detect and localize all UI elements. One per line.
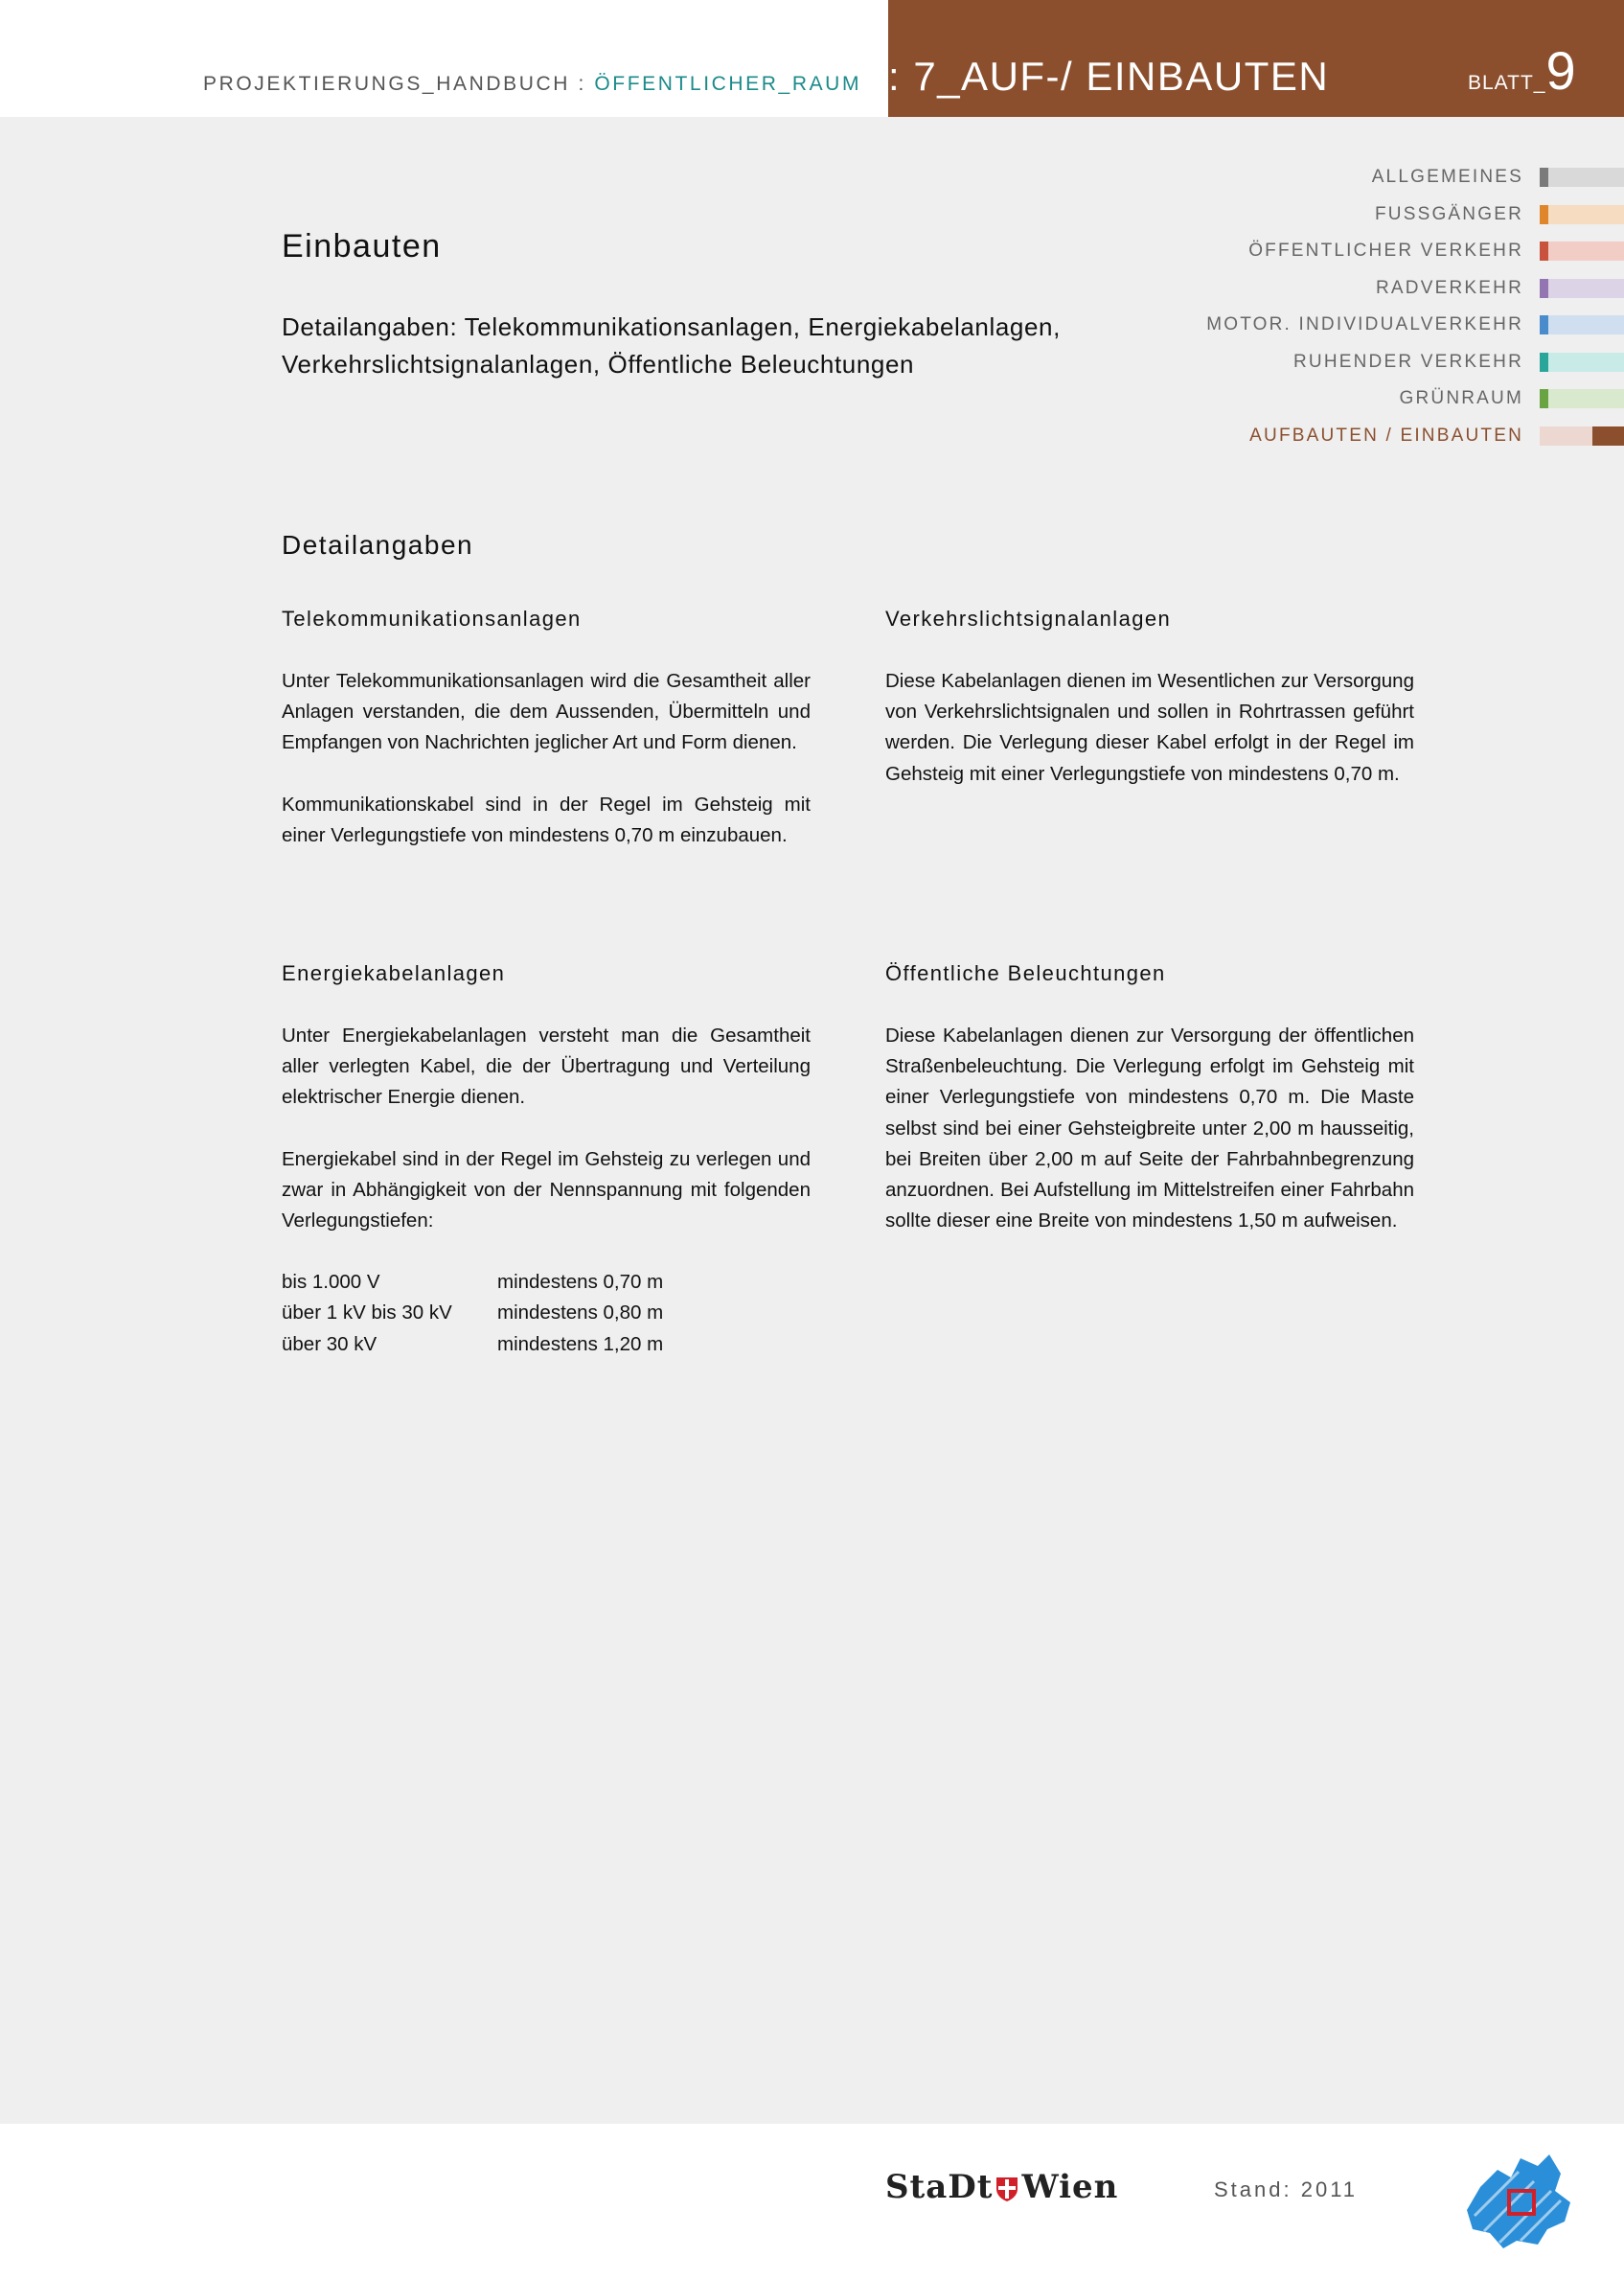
voltage-cell: bis 1.000 V	[282, 1271, 380, 1294]
energie-heading: Energiekabelanlagen	[282, 961, 506, 985]
nav-active-indicator	[1592, 426, 1624, 446]
nav-color-bar	[1548, 315, 1624, 334]
breadcrumb	[203, 73, 861, 96]
voltage-cell: über 1 kV bis 30 kV	[282, 1301, 452, 1324]
page-title: Einbauten	[282, 228, 442, 265]
depth-cell: mindestens 1,20 m	[497, 1332, 664, 1355]
nav-item-label: RUHENDER VERKEHR	[1292, 351, 1523, 372]
sheet-label: BLATT_	[1468, 72, 1546, 94]
nav-item-gruenraum[interactable]	[1126, 384, 1624, 422]
nav-item-label: MOTOR. INDIVIDUALVERKEHR	[1206, 314, 1523, 334]
nav-color-mark	[1540, 279, 1548, 298]
footer	[0, 2124, 1624, 2280]
telekom-paragraph-2: Kommunikationskabel sind in der Regel im Gehsteig mit einer Verlegungstiefe von mindestens 0,70 m einzubauen.	[282, 793, 811, 846]
nav-item-oeffentlicher-verkehr[interactable]	[1126, 237, 1624, 274]
energie-paragraph-1: Unter Energiekabelanlagen versteht man die Gesamtheit aller verlegten Kabel, die der Übertragung und Verteilung elektrischer Energie dienen.	[282, 1025, 811, 1109]
energie-section	[282, 961, 811, 1360]
vienna-map-icon	[1461, 2149, 1586, 2254]
nav-item-label: ALLGEMEINES	[1371, 167, 1523, 187]
table-row	[282, 1329, 663, 1360]
nav-color-mark	[1540, 426, 1548, 446]
table-row	[282, 1298, 663, 1328]
vlsa-heading: Verkehrslichtsignalanlagen	[885, 607, 1172, 631]
nav-item-allgemeines[interactable]	[1126, 163, 1624, 200]
nav-color-mark	[1540, 353, 1548, 372]
stand-date: Stand: 2011	[1214, 2177, 1359, 2201]
nav-color-bar	[1548, 389, 1624, 408]
voltage-depth-table	[282, 1267, 663, 1360]
nav-item-radverkehr[interactable]	[1126, 274, 1624, 311]
nav-item-label: RADVERKEHR	[1376, 277, 1523, 298]
nav-color-mark	[1540, 315, 1548, 334]
beleuchtung-section	[885, 961, 1414, 1236]
vienna-flag-icon	[995, 2176, 1019, 2202]
depth-cell: mindestens 0,70 m	[497, 1271, 664, 1294]
nav-color-mark	[1540, 168, 1548, 187]
nav-item-label: ÖFFENTLICHER VERKEHR	[1248, 241, 1523, 261]
nav-color-bar	[1548, 279, 1624, 298]
nav-color-mark	[1540, 205, 1548, 224]
breadcrumb-section: ÖFFENTLICHER_RAUM	[594, 73, 862, 95]
sheet-indicator	[1468, 40, 1576, 101]
nav-item-motor-individualverkehr[interactable]	[1126, 311, 1624, 348]
nav-item-aufbauten-einbauten[interactable]	[1126, 422, 1624, 459]
nav-color-mark	[1540, 389, 1548, 408]
nav-item-fussgaenger[interactable]	[1126, 200, 1624, 238]
header-left	[0, 0, 888, 117]
chapter-title: : 7_AUF-/ EINBAUTEN	[888, 54, 1330, 99]
nav-item-ruhender-verkehr[interactable]	[1126, 348, 1624, 385]
nav-color-mark	[1540, 242, 1548, 261]
logo-text-stadt: StaDt	[885, 2168, 994, 2206]
nav-item-label: GRÜNRAUM	[1399, 388, 1523, 408]
table-row	[282, 1267, 663, 1298]
section-heading: Detailangaben	[282, 530, 474, 560]
logo-text-wien: Wien	[1021, 2168, 1119, 2206]
vlsa-paragraph-1: Diese Kabelanlagen dienen im Wesentlichen zur Versorgung von Verkehrslichtsignalen und sollen in Rohrtrassen geführt werden. Die Verlegung dieser Kabel erfolgt in der Regel im Gehsteig mit einer Verlegungstiefe von mindestens 0,70 m.	[885, 670, 1414, 785]
beleuchtung-paragraph-1: Diese Kabelanlagen dienen zur Versorgung der öffentlichen Straßenbeleuchtung. Die Verlegung erfolgt im Gehsteig mit einer Verlegungstiefe von mindestens 0,70 m. Die Maste selbst sind bei einer Gehsteigbreite unter 2,00 m hausseitig, bei Breiten über 2,00 m auf Seite der Fahrbahnbegrenzung anzuordnen. Bei Aufstellung im Mittelstreifen einer Fahrbahn sollte dieser eine Breite von mindestens 1,50 m aufweisen.	[885, 1025, 1414, 1232]
telekom-section	[282, 607, 811, 851]
beleuchtung-heading: Öffentliche Beleuchtungen	[885, 961, 1166, 985]
breadcrumb-separator: :	[578, 73, 586, 95]
breadcrumb-handbook: PROJEKTIERUNGS_HANDBUCH	[203, 73, 571, 95]
sheet-number: 9	[1545, 40, 1576, 101]
stadt-wien-logo	[885, 2168, 1118, 2206]
chapter-nav	[1126, 163, 1624, 458]
nav-color-bar	[1548, 168, 1624, 187]
depth-cell: mindestens 0,80 m	[497, 1301, 664, 1324]
vlsa-section	[885, 607, 1414, 790]
telekom-heading: Telekommunikationsanlagen	[282, 607, 582, 631]
nav-color-bar	[1548, 242, 1624, 261]
voltage-cell: über 30 kV	[282, 1332, 377, 1355]
energie-paragraph-2: Energiekabel sind in der Regel im Gehsteig zu verlegen und zwar in Abhängigkeit von der Nennspannung mit folgenden Verlegungstiefen:	[282, 1147, 811, 1232]
nav-color-bar	[1548, 353, 1624, 372]
nav-item-label: AUFBAUTEN / EINBAUTEN	[1249, 425, 1523, 446]
nav-item-label: FUSSGÄNGER	[1374, 203, 1523, 224]
telekom-paragraph-1: Unter Telekommunikationsanlagen wird die Gesamtheit aller Anlagen verstanden, die dem Aussenden, Übermitteln und Empfangen von Nachrichten jeglicher Art und Form dienen.	[282, 670, 811, 754]
chapter-banner	[888, 0, 1624, 117]
nav-color-bar	[1548, 205, 1624, 224]
page-subtitle: Detailangaben: Telekommunikationsanlagen, Energiekabelanlagen, Verkehrslichtsignalanlagen, Öffentliche Beleuchtungen	[282, 312, 1061, 379]
